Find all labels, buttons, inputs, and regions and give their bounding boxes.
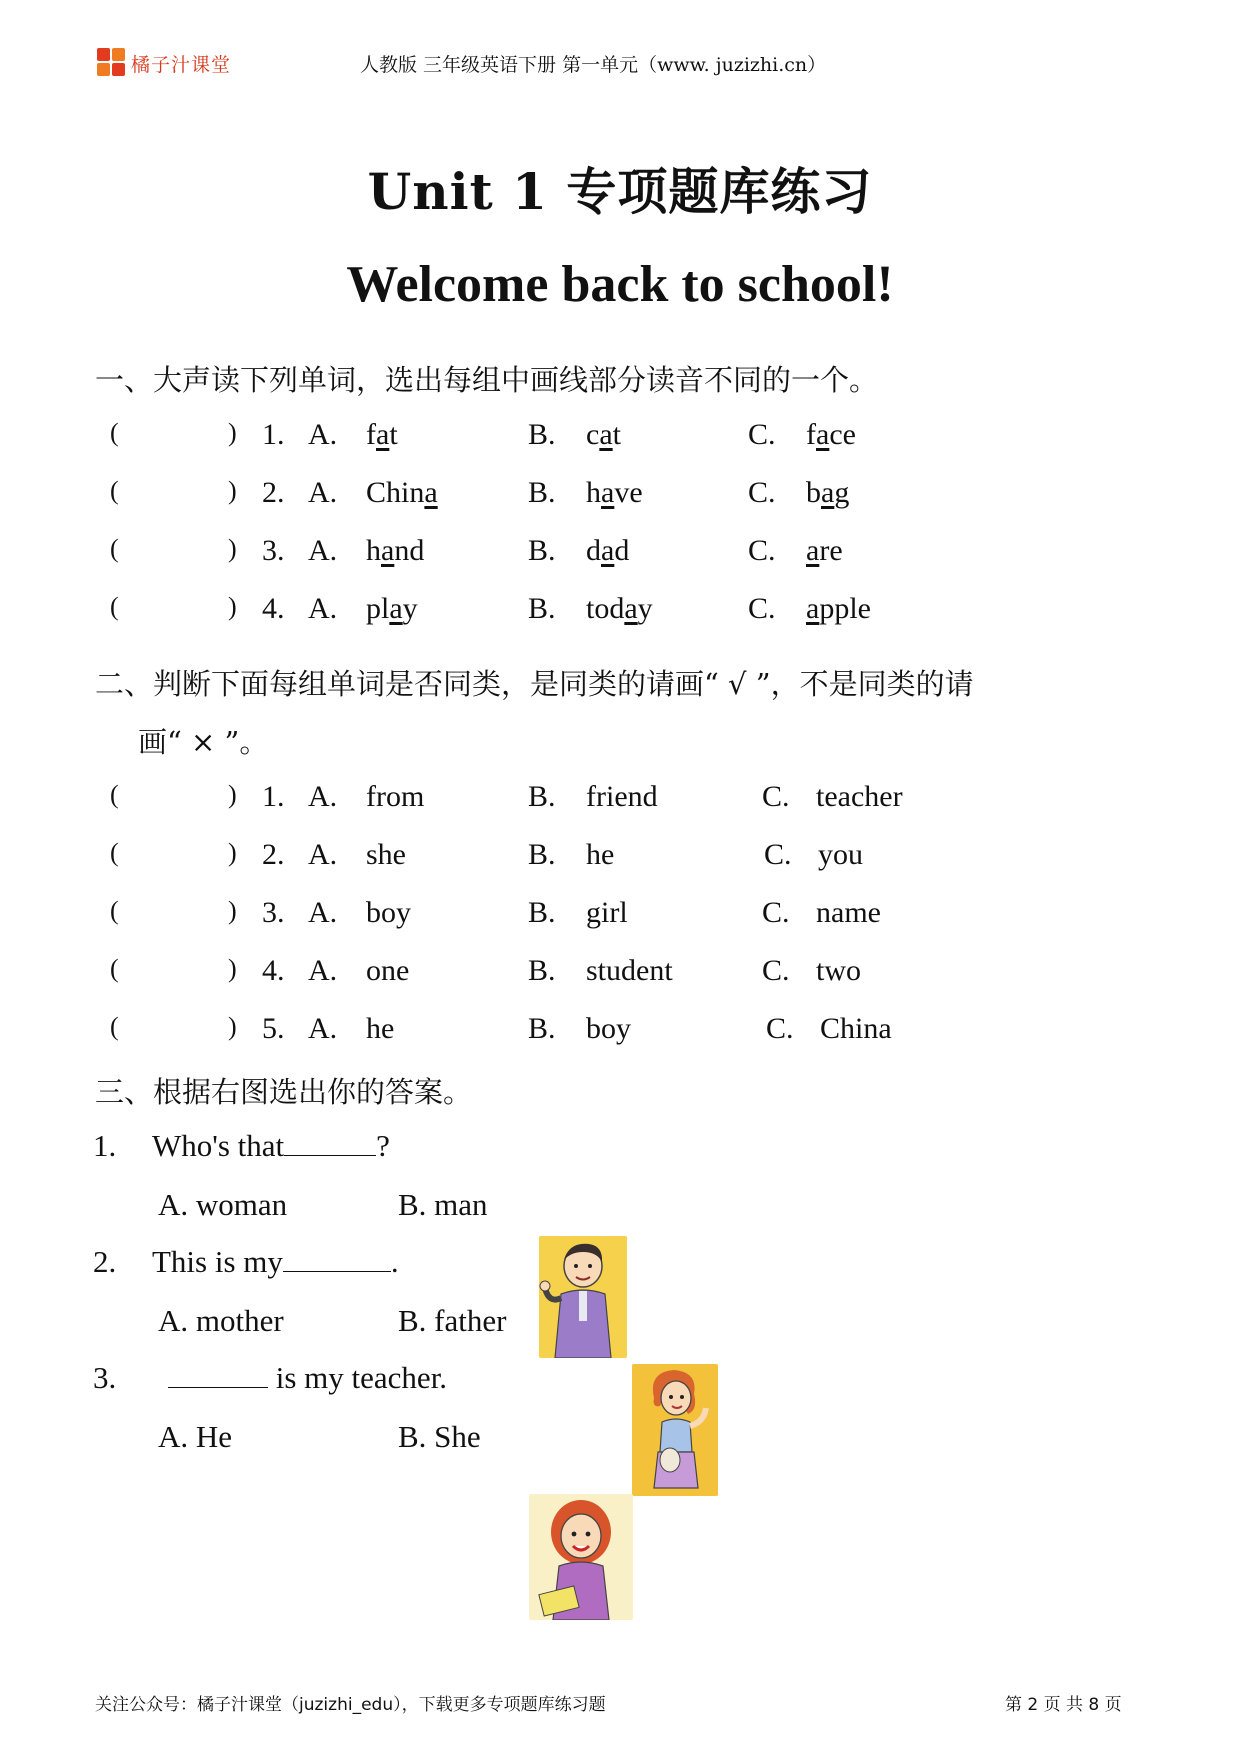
option-b-pre: h [586,476,601,509]
question-row [0,534,1240,574]
question-row [0,896,1240,936]
option-c-word: name [816,896,881,929]
s3-q2-stem [152,1244,399,1280]
section1-heading: 一、大声读下列单词，选出每组中画线部分读音不同的一个。 [95,363,879,397]
s3-q1-number: 1. [93,1128,117,1163]
option-b-post: t [612,418,621,451]
option-a-label: A. [308,534,338,567]
page-number: 第 2 页 共 8 页 [1005,1695,1122,1715]
s3-q3-option-b: B. She [398,1419,481,1454]
option-b-underlined: a [601,534,615,567]
option-c-word: two [816,954,861,987]
s3-q3-post: is my teacher. [275,1360,448,1395]
option-c-word: you [818,838,863,871]
question-row [0,476,1240,516]
option-a-word [366,534,424,568]
option-c-pre: f [806,418,816,451]
option-b-word: he [586,838,615,871]
option-c-underlined: a [816,418,830,451]
question-number: 4. [262,954,285,987]
option-c-post: g [834,476,850,509]
option-c-word: teacher [816,780,903,813]
option-b-word [586,476,643,510]
question-number: 2. [262,838,285,871]
s3-q1-option-b: B. man [398,1187,488,1222]
option-c-post: ce [829,418,856,451]
option-b-label: B. [528,780,556,813]
answer-paren-right: ) [228,838,237,867]
option-a-label: A. [308,896,338,929]
answer-paren-right: ) [228,780,237,809]
page-subtitle: Welcome back to school! [346,256,894,313]
question-row [0,780,1240,820]
answer-paren-right: ) [228,418,237,447]
option-a-word [366,592,418,626]
option-b-label: B. [528,838,556,871]
answer-paren-left[interactable]: ( [110,418,119,447]
option-c-label: C. [748,418,776,451]
option-a-label: A. [308,954,338,987]
option-b-word [586,534,629,568]
option-a-word [366,418,398,452]
s3-q3-number: 3. [93,1360,117,1395]
option-b-pre: tod [586,592,625,625]
option-c-word [806,534,843,568]
s3-q2-option-a: A. mother [158,1303,284,1338]
option-c-post: re [819,534,843,567]
option-c-pre: b [806,476,821,509]
teacher-illustration [529,1494,633,1620]
s3-q3-stem [168,1360,447,1396]
option-a-post: y [402,592,418,625]
option-a-label: A. [308,780,338,813]
answer-paren-right: ) [228,534,237,563]
answer-paren-right: ) [228,476,237,505]
answer-blank[interactable] [284,1129,376,1156]
option-c-label: C. [762,954,790,987]
question-number: 1. [262,780,285,813]
question-number: 4. [262,592,285,625]
option-a-underlined: a [389,592,403,625]
option-a-label: A. [308,838,338,871]
header-title: 人教版 三年级英语下册 第一单元（www. juzizhi.cn） [360,54,827,76]
option-a-post: t [389,418,398,451]
option-b-underlined: a [624,592,638,625]
option-b-word: friend [586,780,658,813]
option-c-label: C. [764,838,792,871]
option-c-word [806,418,856,452]
question-row [0,418,1240,458]
option-b-label: B. [528,1012,556,1045]
option-b-post: ve [614,476,643,509]
option-b-label: B. [528,592,556,625]
option-c-label: C. [762,780,790,813]
answer-paren-left[interactable]: ( [110,476,119,505]
option-a-word: he [366,1012,395,1045]
option-c-word: China [820,1012,892,1045]
answer-blank[interactable] [283,1245,391,1272]
option-b-label: B. [528,954,556,987]
option-a-label: A. [308,418,338,451]
option-c-label: C. [748,476,776,509]
s3-q2-number: 2. [93,1244,117,1279]
brand-logo [97,48,231,78]
logo-text: 橘子汁课堂 [131,53,232,76]
option-a-underlined: a [381,534,395,567]
answer-paren-right: ) [228,896,237,925]
page-title: Unit 1 专项题库练习 [367,162,873,221]
option-a-underlined: a [424,476,438,509]
option-b-underlined: a [599,418,613,451]
answer-paren-left[interactable]: ( [110,896,119,925]
option-c-label: C. [766,1012,794,1045]
option-b-word: girl [586,896,628,929]
option-a-word: she [366,838,406,871]
question-row [0,592,1240,632]
question-row [0,838,1240,878]
man-illustration [539,1236,627,1358]
option-c-label: C. [748,592,776,625]
section2-heading: 二、判断下面每组单词是否同类，是同类的请画“ √ ”，不是同类的请 [95,667,974,701]
answer-paren-left[interactable]: ( [110,592,119,621]
option-a-word [366,476,438,510]
option-b-label: B. [528,534,556,567]
option-b-pre: d [586,534,601,567]
option-b-label: B. [528,896,556,929]
answer-paren-left[interactable]: ( [110,1012,119,1041]
question-number: 1. [262,418,285,451]
option-a-pre: f [366,418,376,451]
option-b-word: boy [586,1012,631,1045]
question-number: 2. [262,476,285,509]
question-row [0,954,1240,994]
option-a-underlined: a [376,418,390,451]
answer-paren-left[interactable]: ( [110,838,119,867]
option-c-post: pple [819,592,871,625]
option-b-post: d [614,534,630,567]
option-c-word [806,592,871,626]
s3-q2-option-b: B. father [398,1303,507,1338]
option-a-word: from [366,780,425,813]
question-number: 3. [262,896,285,929]
option-b-label: B. [528,476,556,509]
s3-q1-post: ? [376,1128,390,1163]
option-a-label: A. [308,592,338,625]
option-b-post: y [637,592,653,625]
answer-paren-left[interactable]: ( [110,780,119,809]
question-number: 5. [262,1012,285,1045]
option-c-underlined: a [806,592,820,625]
woman-illustration [632,1364,718,1496]
option-a-label: A. [308,476,338,509]
option-b-underlined: a [601,476,615,509]
s3-q1-pre: Who's that [152,1128,285,1163]
answer-paren-right: ) [228,954,237,983]
option-a-word: one [366,954,410,987]
footer-note: 关注公众号：橘子汁课堂（juzizhi_edu），下载更多专项题库练习题 [95,1695,606,1715]
option-a-post: nd [394,534,425,567]
s3-q2-post: . [390,1244,399,1279]
option-c-underlined: a [806,534,820,567]
s3-q1-stem [152,1128,390,1164]
answer-paren-left[interactable]: ( [110,534,119,563]
section3-heading: 三、根据右图选出你的答案。 [95,1075,473,1109]
option-b-word [586,592,653,626]
option-b-word: student [586,954,673,987]
s3-q1-option-a: A. woman [158,1187,288,1222]
s3-q2-pre: This is my [152,1244,283,1279]
answer-paren-left[interactable]: ( [110,954,119,983]
option-c-word [806,476,849,510]
option-c-label: C. [748,534,776,567]
question-number: 3. [262,534,285,567]
answer-paren-right: ) [228,1012,237,1041]
option-b-label: B. [528,418,556,451]
option-b-word [586,418,621,452]
s3-q3-option-a: A. He [158,1419,233,1454]
option-c-underlined: a [821,476,835,509]
question-row [0,1012,1240,1052]
option-a-pre: Chin [366,476,425,509]
answer-paren-right: ) [228,592,237,621]
section2-heading-cont: 画“ × ”。 [138,725,269,759]
option-a-pre: pl [366,592,390,625]
option-c-label: C. [762,896,790,929]
answer-blank[interactable] [168,1361,268,1388]
option-a-label: A. [308,1012,338,1045]
logo-icon [97,48,127,78]
option-a-word: boy [366,896,411,929]
option-b-pre: c [586,418,600,451]
option-a-pre: h [366,534,381,567]
